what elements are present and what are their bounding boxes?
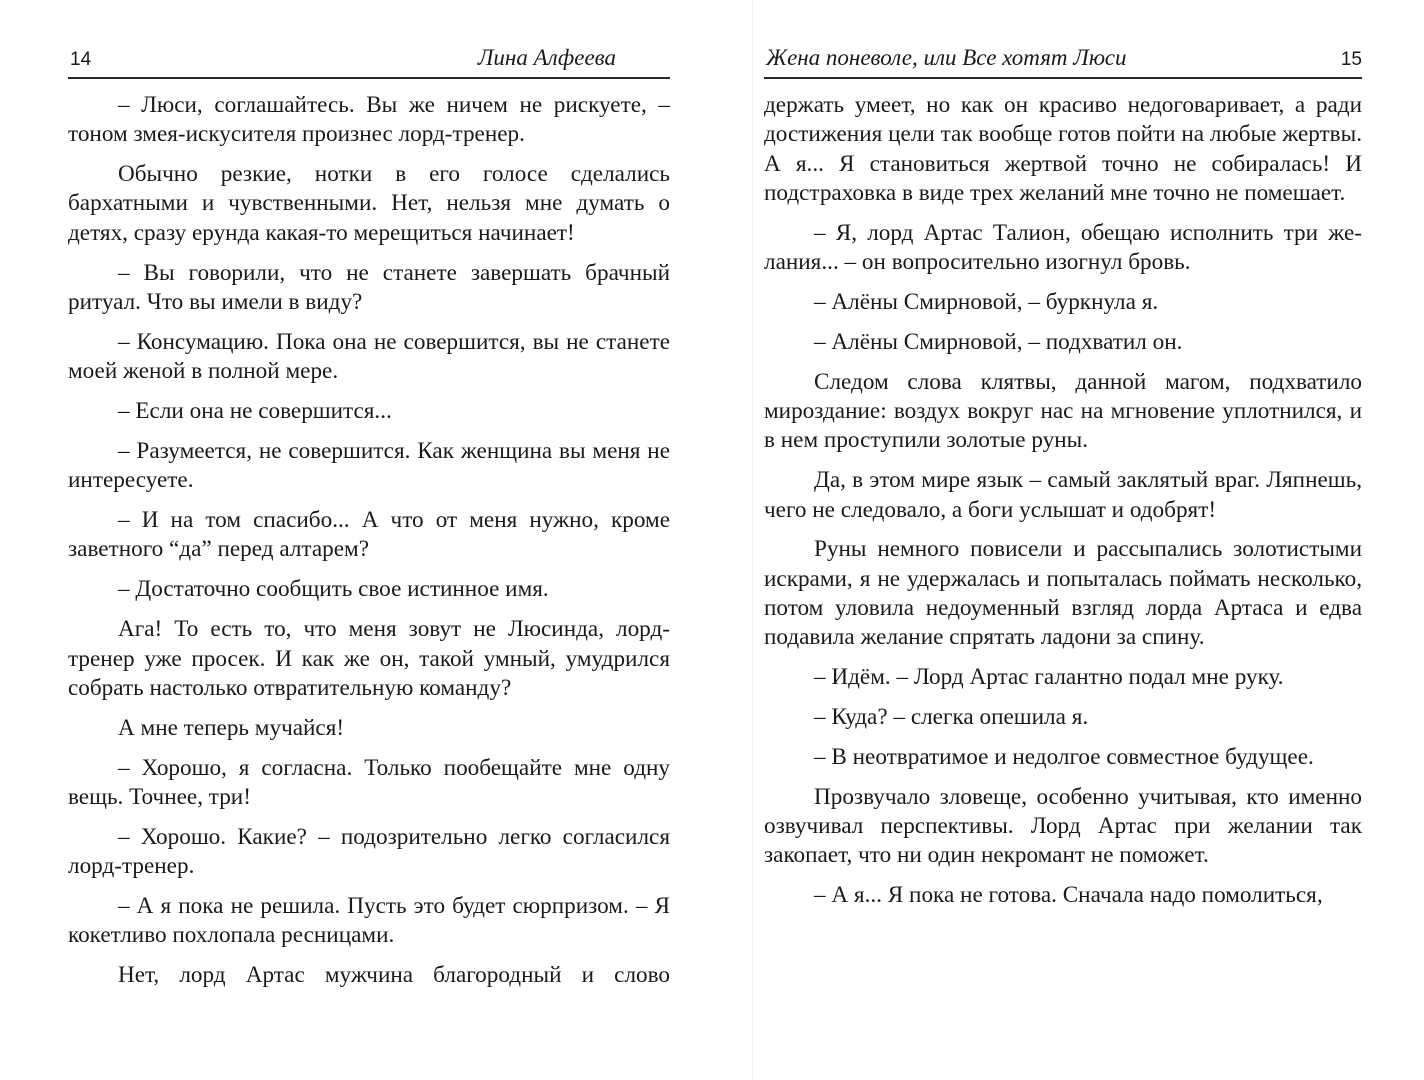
paragraph: – Хорошо, я согласна. Только пообещайте мне одну вещь. Точнее, три! [68, 754, 670, 810]
paragraph: – Разумеется, не совершится. Как женщина вы меня не интересуете. [68, 437, 670, 494]
paragraph: – Если она не совершится... [118, 398, 392, 425]
paragraph: – Алёны Смирновой, – буркнула я. [814, 288, 1159, 315]
paragraph: – Консумацию. Пока она не совершится, вы не станете моей женой в полной мере. [68, 328, 670, 385]
paragraph: держать умеет, но как он красиво недоговаривает, а ради достижения цели так вообще готов пойти на любые жертвы. А я... Я становиться жертвой точно не собиралась! И подстраховка в виде трех желаний мне точно не помешает. [764, 92, 1362, 206]
paragraph: – Алёны Смирновой, – подхватил он. [814, 328, 1183, 355]
paragraph: Прозвучало зловеще, особенно учитывая, кто именно озвучивал перспективы. Лорд Артас при желании так закопает, что ни один некромант не поможет. [764, 783, 1362, 869]
left-running-head [68, 44, 670, 79]
book-title: Жена поневоле, или Все хотят Люси [766, 45, 1127, 70]
paragraph: – Вы говорили, что не станете завершать брачный ритуал. Что вы имели в виду? [68, 259, 670, 315]
left-page [68, 44, 670, 1001]
right-running-head [764, 44, 1362, 79]
author-name: Лина Алфеева [477, 45, 616, 70]
paragraph: Нет, лорд Артас мужчина благородный и слово [118, 962, 670, 989]
left-page-text [68, 79, 670, 990]
paragraph: А мне теперь мучайся! [118, 714, 345, 741]
page-number: 14 [70, 49, 92, 70]
paragraph: – Куда? – слегка опешила я. [814, 704, 1089, 731]
right-page-text [764, 79, 1362, 911]
paragraph: – А я... Я пока не готова. Сначала надо помолиться, [814, 882, 1323, 909]
paragraph: – Люси, соглашайтесь. Вы же ничем не рискуете, – тоном змея-искусителя произнес лорд-тренер. [68, 92, 670, 148]
paragraph: Ага! То есть то, что меня зовут не Люсинда, лорд-тренер уже просек. И как же он, такой умный, умудрился собрать настолько отвратительную команду? [68, 616, 670, 701]
page-number: 15 [1340, 49, 1362, 70]
paragraph: – А я пока не решила. Пусть это будет сюрпризом. – Я кокетливо похлопала ресницами. [68, 892, 670, 949]
paragraph: – В неотвратимое и недолгое совместное будущее. [814, 743, 1314, 770]
paragraph: – И на том спасибо... А что от меня нужно, кроме заветного “да” перед алтарем? [68, 507, 670, 563]
paragraph: Руны немного повисели и рассыпались золотистыми искрами, я не удержалась и попыталась поймать несколько, потом уловила недоуменный взгляд лорда Артаса и едва подавила желание спрятать ладони за спину. [764, 536, 1362, 651]
paragraph: Обычно резкие, нотки в его голосе сделались бархатными и чувственными. Нет, нельзя мне думать о детях, сразу ерунда какая-то мерещиться начинает! [68, 161, 670, 246]
paragraph: – Я, лорд Артас Талион, обещаю исполнить три желания... – он вопросительно изогнул бровь. [764, 219, 1362, 276]
paragraph: – Хорошо. Какие? – подозрительно легко согласился лорд-тренер. [68, 823, 670, 880]
paragraph: – Идём. – Лорд Артас галантно подал мне руку. [814, 664, 1284, 691]
paragraph: Следом слова клятвы, данной магом, подхватило мироздание: воздух вокруг нас на мгновение уплотнился, и в нем проступили золотые руны. [764, 368, 1362, 454]
paragraph: Да, в этом мире язык – самый заклятый враг. Ляпнешь, чего не следовало, а боги услышат и одобрят! [764, 467, 1362, 523]
spine-gutter [752, 0, 753, 1080]
right-page [764, 44, 1362, 921]
paragraph: – Достаточно сообщить свое истинное имя. [118, 576, 549, 603]
